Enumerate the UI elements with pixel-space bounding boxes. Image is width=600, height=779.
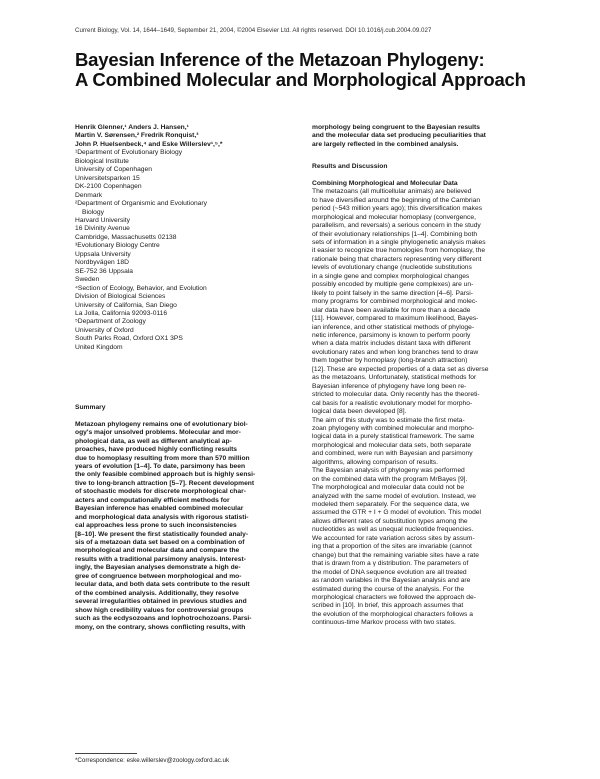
body-line: sets of information in a single phylogenetic analysis makes — [312, 238, 486, 246]
summary-line: are largely reflected in the combined analysis. — [312, 140, 459, 148]
author-line: John P. Huelsenbeck,⁴ and Eske Willerslev¹,⁵,* — [75, 140, 223, 148]
author-line: Martin V. Sørensen,² Fredrik Ronquist,³ — [75, 132, 199, 140]
body-line: as the metazoans. Unfortunately, statistical methods for — [312, 374, 477, 382]
summary-line: show high credibility values for controversial groups — [75, 606, 244, 614]
summary-line: morphology being congruent to the Bayesian results — [312, 124, 480, 131]
body-line: to have diversified around the beginning of the Cambrian — [312, 196, 481, 204]
body-line: scribed in [10]. In brief, this approach assumes that — [312, 602, 464, 610]
affiliation-line: ²Department of Organismic and Evolutionary — [75, 200, 207, 208]
affiliation-line: Harvard University — [75, 216, 130, 224]
body-line: estimated during the course of the analysis. For the — [312, 585, 465, 593]
affiliation-line: SE-752 36 Uppsala — [75, 267, 133, 275]
affiliation-line: Denmark — [75, 191, 103, 199]
body-line: analyzed with the same model of evolution. Instead, we — [312, 492, 476, 500]
summary-line: morphological and molecular data and compare the — [75, 547, 240, 555]
footnote-rule — [75, 753, 137, 754]
author-list — [75, 124, 308, 149]
summary-line: ogy's major unsolved problems. Molecular and mor- — [75, 429, 241, 437]
summary-line: Metazoan phylogeny remains one of evolutionary biol- — [75, 420, 248, 428]
body-line: Bayesian inference of phylogeny have long been re- — [312, 382, 467, 390]
body-line: assumed the GTR + I + G model of evolution. This model — [312, 509, 482, 517]
affiliation-line: Biology — [82, 208, 104, 216]
body-line: when a data matrix includes distant taxa with different — [312, 340, 471, 348]
body-line: likely to point falsely in the same direction [4–6]. Parsi- — [312, 289, 473, 297]
summary-line: ingly, the Bayesian analyses demonstrate a high de- — [75, 564, 241, 572]
affiliation-line: Nordbyvägen 18D — [75, 259, 129, 267]
affiliation-line: Sweden — [75, 276, 100, 284]
affiliation-line: Biological Institute — [75, 157, 129, 165]
affiliation-line: University of Copenhagen — [75, 166, 152, 174]
summary-line: phological data, as well as different analytical ap- — [75, 437, 232, 445]
summary-line: mony, on the contrary, shows conflicting results, with — [75, 623, 246, 631]
summary-line: tive to long-branch attraction [5–7]. Recent development — [75, 479, 255, 487]
body-line: netic inference, parsimony is known to perform poorly — [312, 331, 471, 339]
article-title — [75, 50, 545, 90]
title-line: Bayesian Inference of the Metazoan Phylogeny: — [75, 49, 485, 70]
affiliation-line: Cambridge, Massachusetts 02138 — [75, 233, 177, 241]
summary-line: Bayesian inference has enabled combined molecular — [75, 505, 244, 513]
body-line: period (~543 million years ago); this diversification makes — [312, 205, 483, 213]
affiliation-line: 16 Divinity Avenue — [75, 225, 130, 233]
title-line: A Combined Molecular and Morphological Approach — [75, 69, 526, 90]
affiliation-line: ¹Department of Evolutionary Biology — [75, 149, 183, 157]
author-line: Henrik Glenner,¹ Anders J. Hansen,¹ — [75, 124, 189, 131]
summary-line: and the molecular data set producing peculiarities that — [312, 132, 486, 140]
summary-line: sis of a metazoan data set based on a combination of — [75, 539, 245, 547]
body-line: morphological characters we followed the approach de- — [312, 594, 476, 602]
affiliation-line: DK-2100 Copenhagen — [75, 183, 142, 191]
affiliation-line: Universitetsparken 15 — [75, 174, 140, 182]
body-line: continuous-time Markov process with two states. — [312, 619, 456, 627]
body-line: on the combined data with the program MrBayes [9]. — [312, 475, 468, 483]
body-line: of their evolutionary relationships [1–4]. Combining both — [312, 230, 478, 238]
body-line: nucleotides as well as unequal nucleotide frequencies. — [312, 526, 474, 534]
summary-line: acters and computationally efficient methods for — [75, 496, 230, 504]
summary-line: proaches, have produced highly conflicting results — [75, 446, 238, 454]
body-line: stricted to molecular data. Only recently has the theoreti- — [312, 391, 480, 399]
body-line: algorithms, allowing comparison of results. — [312, 458, 439, 466]
body-line: mony programs for combined morphological and molec- — [312, 298, 478, 306]
body-line: The metazoans (all multicellular animals) are believed — [312, 188, 472, 196]
running-head: Current Biology, Vol. 14, 1644–1649, September 21, 2004, ©2004 Elsevier Ltd. All rights reserved. DOI 10.1016/j.cub.2004.09.027 — [75, 27, 432, 34]
body-line: them together by homoplasy (long-branch attraction) — [312, 357, 468, 365]
summary-line: the only feasible combined approach but is highly sensi- — [75, 471, 256, 479]
paragraph-3 — [312, 467, 546, 628]
affiliation-line: United Kingdom — [75, 343, 123, 351]
body-line: in a single gene and complex morphological changes — [312, 272, 470, 280]
body-line: that is drawn from a γ distribution. The parameters of — [312, 560, 469, 568]
body-line: and combined, were run with Bayesian and parsimony — [312, 450, 473, 458]
body-line: it easier to recognize true homologies from homoplasy, the — [312, 247, 486, 255]
affiliation-line: ³Evolutionary Biology Centre — [75, 242, 160, 250]
body-line: levels of evolutionary change (nucleotide substitutions — [312, 264, 472, 272]
body-line: ular data have been available for more than a decade — [312, 306, 471, 314]
affiliation-line: Uppsala University — [75, 250, 131, 258]
summary-line: several irregularities obtained in previous studies and — [75, 598, 247, 606]
affiliation-line: University of Oxford — [75, 326, 134, 334]
body-line: as random variables in the Bayesian analysis and are — [312, 577, 471, 585]
body-line: rationale being that characters representing very different — [312, 255, 482, 263]
subsection-heading: Combining Morphological and Molecular Data — [312, 179, 458, 187]
body-line: The morphological and molecular data could not be — [312, 484, 465, 492]
body-line: cal basis for a realistic evolutionary model for morpho- — [312, 399, 473, 407]
body-line: The aim of this study was to estimate the first meta- — [312, 416, 465, 424]
body-line: allows different rates of substitution types among the — [312, 517, 468, 525]
summary-heading: Summary — [75, 404, 106, 412]
affiliation-line: La Jolla, California 92093-0116 — [75, 309, 168, 317]
summary-line: results with a traditional parsimony analysis. Interest- — [75, 555, 246, 563]
affiliation-list — [75, 149, 308, 352]
summary-line: gree of congruence between morphological and mo- — [75, 572, 242, 580]
summary-line: due to homoplasy resulting from more than 570 million — [75, 454, 250, 462]
left-column — [75, 124, 308, 632]
body-line: ian inference, and other statistical methods of phyloge- — [312, 323, 475, 331]
correspondence-footnote: *Correspondence: eske.willerslev@zoology.oxford.ac.uk — [75, 757, 230, 764]
affiliation-line: ⁵Department of Zoology — [75, 318, 146, 326]
summary-line: years of evolution [1–4]. To date, parsimony has been — [75, 462, 246, 470]
summary-abstract — [75, 421, 308, 632]
paragraph-2 — [312, 417, 546, 468]
summary-continuation — [312, 124, 546, 149]
body-line: the model of DNA sequence evolution are all treated — [312, 568, 467, 576]
body-line: modeled them separately. For the sequence data, we — [312, 501, 470, 509]
body-line: possibly encoded by multiple gene complexes) are un- — [312, 281, 474, 289]
affiliation-line: South Parks Road, Oxford OX1 3PS — [75, 335, 183, 343]
body-line: zoan phylogeny with combined molecular and morpho- — [312, 424, 475, 432]
body-line: [11]. However, compared to maximum likelihood, Bayes- — [312, 315, 479, 323]
summary-line: of the combined analysis. Additionally, they resolve — [75, 589, 239, 597]
body-line: logical data in a purely statistical framework. The same — [312, 433, 475, 441]
body-line: parallelism, and reversals) a serious concern in the study — [312, 222, 481, 230]
affiliation-line: University of California, San Diego — [75, 301, 177, 309]
summary-line: cal approaches less prone to such inconsistencies — [75, 522, 237, 530]
summary-line: lecular data, and both data sets contribute to the result — [75, 581, 250, 589]
body-line: We accounted for rate variation across sites by assum- — [312, 534, 475, 542]
body-line: logical data been developed [8]. — [312, 408, 407, 416]
summary-line: such as the ecdysozoans and lophotrochozoans. Parsi- — [75, 615, 252, 623]
summary-line: of stochastic models for discrete morphological char- — [75, 488, 246, 496]
results-heading: Results and Discussion — [312, 163, 388, 171]
summary-line: and morphological data analysis with rigorous statisti- — [75, 513, 249, 521]
summary-line: [8–10]. We present the first statistically founded analy- — [75, 530, 249, 538]
paragraph-1 — [312, 188, 546, 416]
body-line: morphological and molecular data sets, both separate — [312, 441, 472, 449]
body-line: change) but that the remaining variable sites have a rate — [312, 551, 479, 559]
body-line: ing that a proportion of the sites are invariable (cannot — [312, 543, 472, 551]
affiliation-line: ⁴Section of Ecology, Behavior, and Evolution — [75, 284, 207, 292]
affiliation-line: Division of Biological Sciences — [75, 293, 166, 301]
body-line: the evolution of the morphological characters follows a — [312, 610, 473, 618]
body-line: [12]. These are expected properties of a data set as diverse — [312, 365, 489, 373]
right-column — [312, 124, 546, 628]
body-line: morphological and molecular homoplasy (convergence, — [312, 213, 476, 221]
body-line: evolutionary rates and when long branches tend to draw — [312, 348, 479, 356]
body-line: The Bayesian analysis of phylogeny was performed — [312, 467, 465, 475]
